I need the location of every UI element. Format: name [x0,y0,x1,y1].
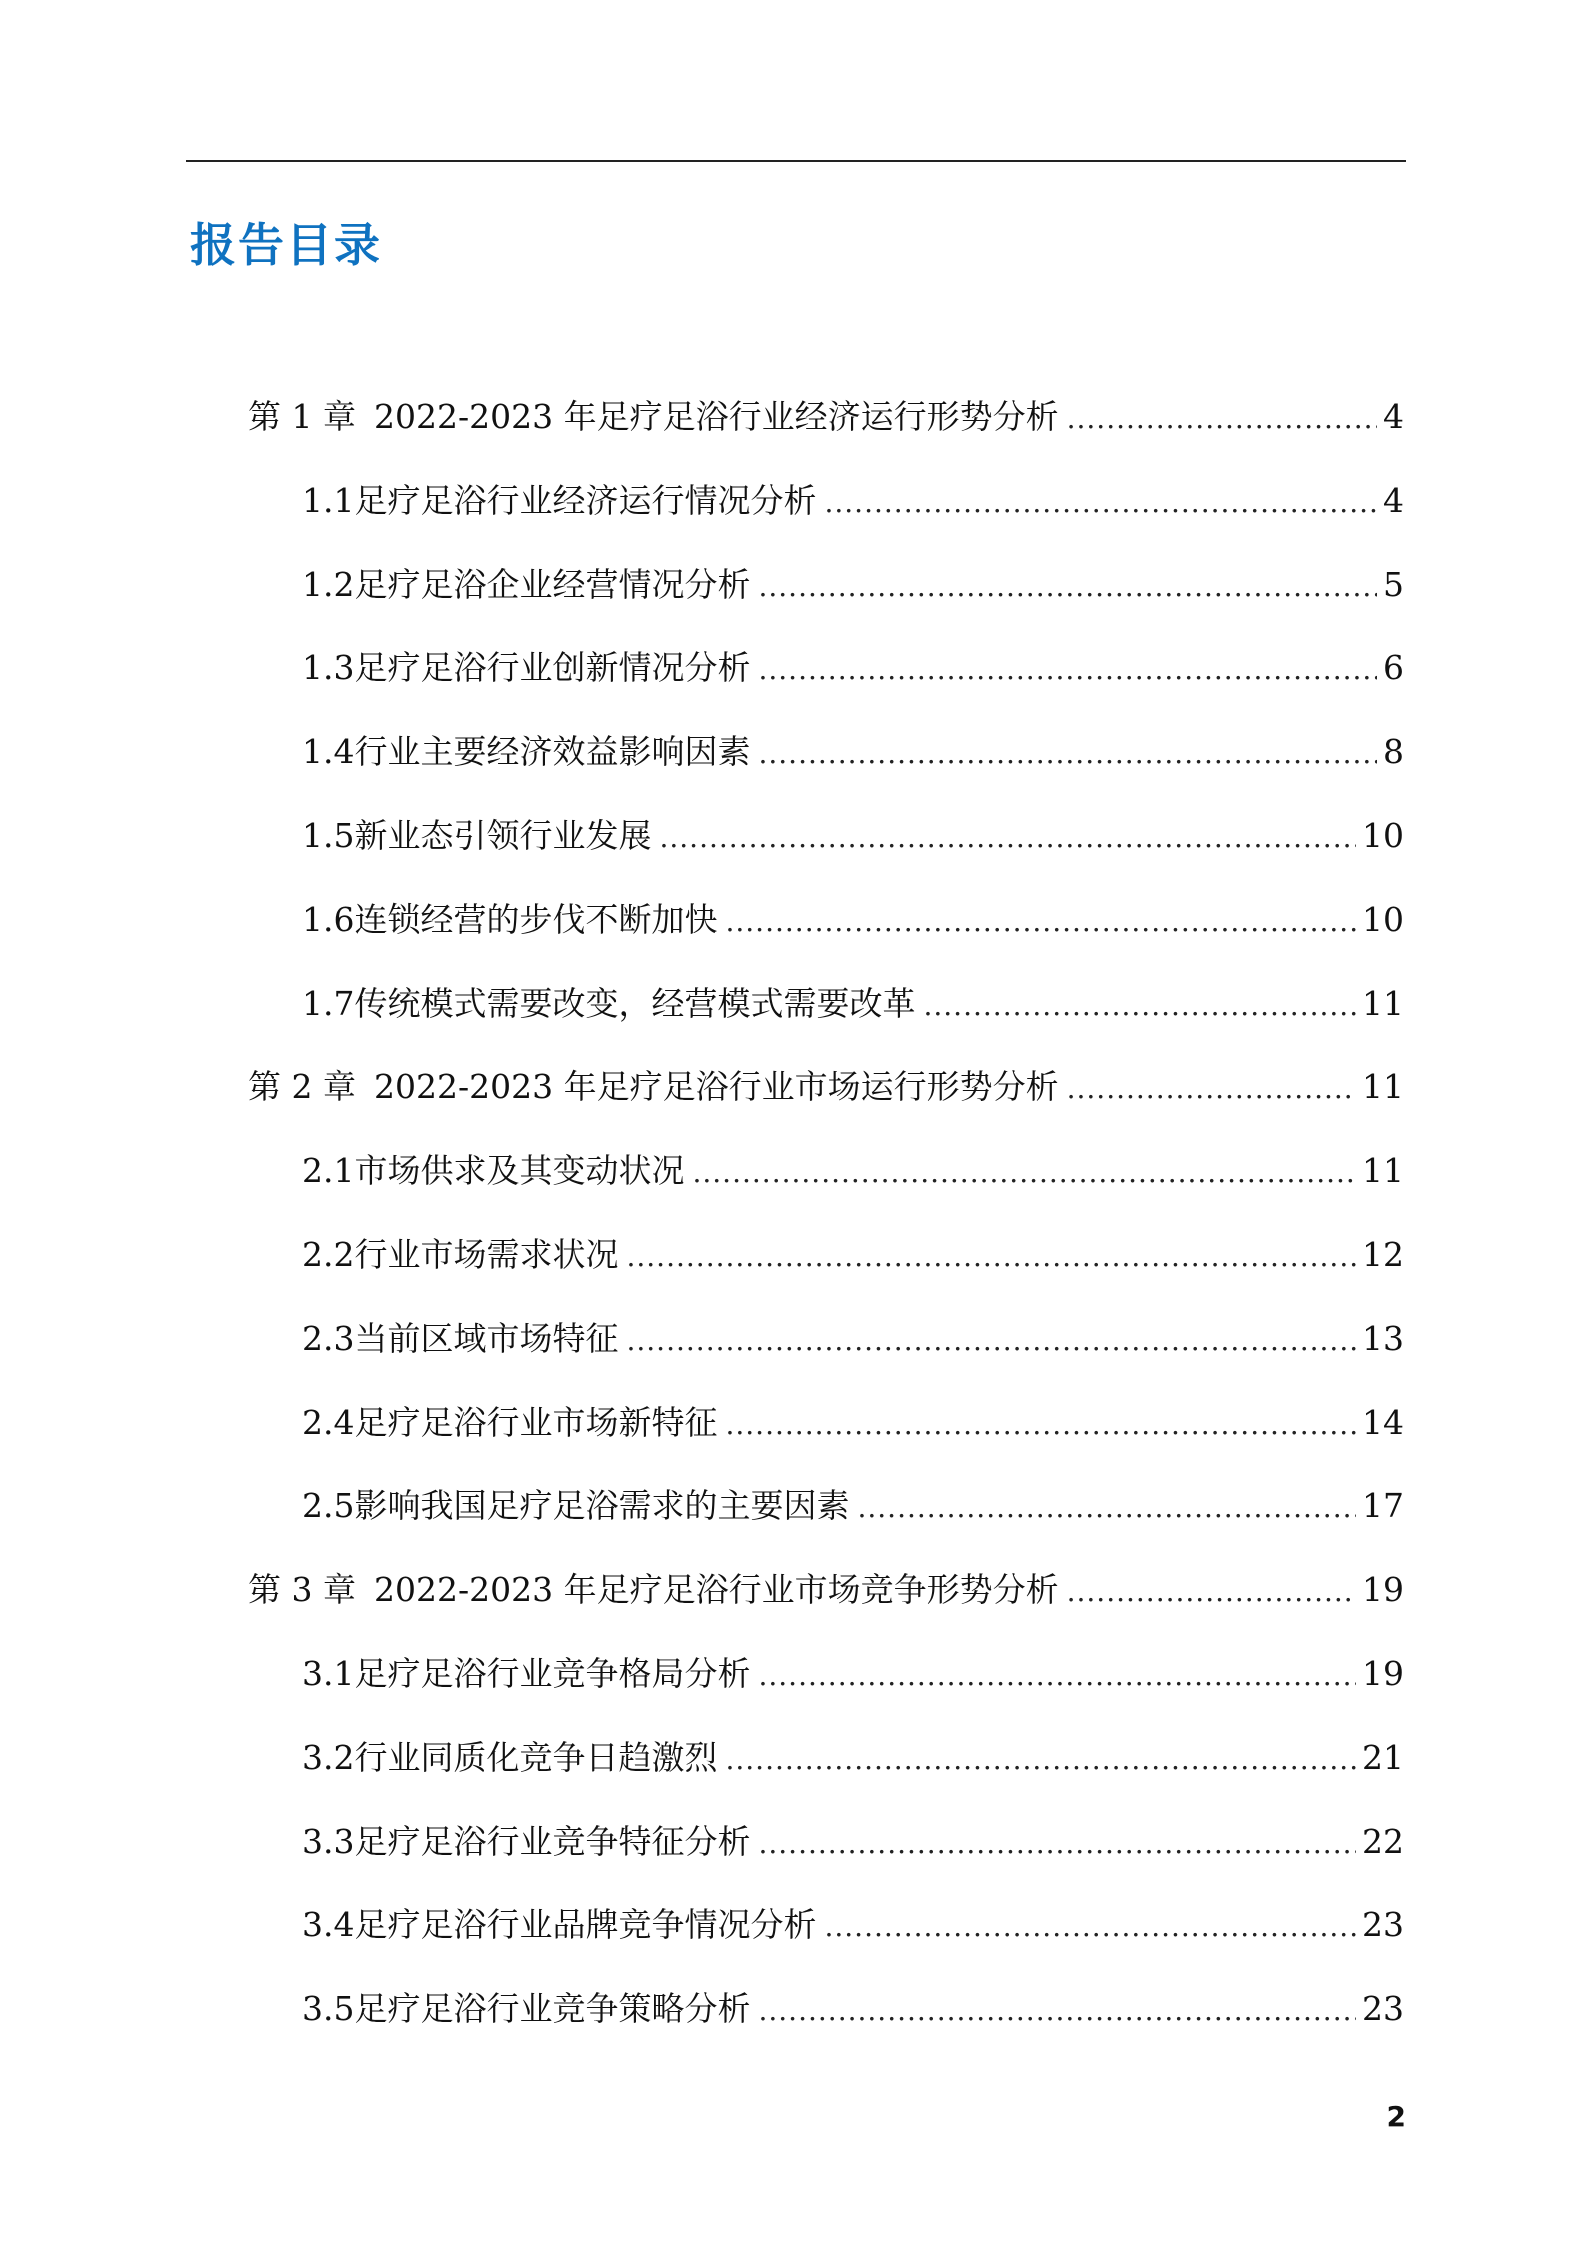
toc-entry-number: 1.6 [302,899,355,939]
toc-entry-page: 19 [1362,1570,1404,1610]
toc-section-entry[interactable] [302,1149,1404,1195]
toc-section-entry[interactable] [302,646,1404,692]
toc-entry-number: 3.4 [302,1905,355,1945]
toc-entry-page: 17 [1362,1486,1404,1526]
toc-entry-page: 11 [1362,1067,1404,1107]
toc-section-entry[interactable] [302,898,1404,944]
toc-section-entry[interactable] [302,479,1404,525]
toc-entry-title: 足疗足浴行业创新情况分析 [354,648,751,688]
toc-entry-number: 第 3 章 [248,1570,356,1610]
toc-entry-page: 11 [1362,1151,1404,1191]
toc-chapter-entry[interactable] [248,395,1404,441]
toc-dot-leader [857,1484,1356,1530]
toc-dot-leader [824,1903,1356,1949]
toc-section-entry[interactable] [302,1484,1404,1530]
toc-entry-title: 行业同质化竞争日趋激烈 [354,1737,718,1777]
toc-entry-title: 足疗足浴行业竞争格局分析 [354,1654,751,1693]
toc-entry-page: 10 [1362,899,1404,939]
toc-entry-number: 2.5 [302,1486,355,1526]
toc-section-entry[interactable] [302,1820,1404,1866]
toc-entry-title: 足疗足浴行业竞争特征分析 [354,1821,751,1861]
toc-chapter-entry[interactable] [248,1065,1404,1111]
toc-entry-title: 足疗足浴行业经济运行情况分析 [354,480,817,520]
toc-entry-title: 行业主要经济效益影响因素 [354,732,751,772]
toc-dot-leader [659,814,1356,860]
toc-dot-leader [1067,395,1377,441]
toc-dot-leader [626,1233,1356,1279]
toc-dot-leader [1067,1065,1356,1111]
page-number: 2 [1386,2100,1406,2133]
toc-chapter-entry[interactable] [248,1568,1404,1614]
toc-entry-page: 13 [1362,1318,1404,1358]
toc-entry-page: 6 [1383,648,1404,688]
toc-section-entry[interactable] [302,1317,1404,1363]
toc-entry-title: 连锁经营的步伐不断加快 [354,899,718,939]
header-rule [186,160,1406,162]
toc-section-entry[interactable] [302,1736,1404,1782]
toc-dot-leader [1067,1568,1356,1614]
toc-entry-title: 行业市场需求状况 [354,1235,619,1274]
toc-section-entry[interactable] [302,1233,1404,1279]
toc-section-entry[interactable] [302,1903,1404,1949]
toc-entry-page: 14 [1362,1402,1404,1442]
toc-entry-number: 2.4 [302,1402,355,1442]
toc-entry-page: 8 [1383,732,1404,772]
toc-entry-number: 1.4 [302,732,355,772]
toc-dot-leader [758,1652,1356,1698]
toc-section-entry[interactable] [302,1987,1404,2033]
toc-entry-page: 4 [1383,397,1404,436]
toc-entry-title: 足疗足浴行业竞争策略分析 [354,1989,751,2029]
toc-entry-title: 当前区域市场特征 [354,1318,619,1358]
toc-section-entry[interactable] [302,563,1404,609]
toc-section-entry[interactable] [302,982,1404,1028]
toc-entry-number: 1.5 [302,816,355,855]
toc-dot-leader [758,646,1377,692]
toc-entry-title: 足疗足浴企业经营情况分析 [354,564,751,604]
toc-dot-leader [758,563,1377,609]
toc-section-entry[interactable] [302,730,1404,776]
toc-entry-title: 市场供求及其变动状况 [354,1151,685,1191]
toc-dot-leader [758,730,1377,776]
toc-entry-page: 12 [1362,1235,1404,1274]
toc-entry-number: 2.1 [302,1151,355,1191]
toc-entry-page: 11 [1362,983,1404,1023]
toc-dot-leader [626,1317,1356,1363]
toc-entry-page: 23 [1362,1905,1404,1945]
toc-section-entry[interactable] [302,1401,1404,1447]
toc-dot-leader [758,1987,1356,2033]
toc-entry-number: 1.1 [302,480,355,520]
toc-dot-leader [725,1401,1356,1447]
toc-entry-title: 足疗足浴行业市场新特征 [354,1402,718,1442]
toc-dot-leader [758,1820,1356,1866]
toc-entry-page: 5 [1383,564,1404,604]
toc-entry-number: 3.5 [302,1989,355,2029]
toc-entry-page: 23 [1362,1989,1404,2029]
toc-entry-title: 2022-2023 年足疗足浴行业市场运行形势分析 [373,1067,1059,1107]
toc-entry-title: 传统模式需要改变，经营模式需要改革 [354,983,916,1023]
toc-entry-number: 第 1 章 [248,397,356,436]
toc-entry-title: 2022-2023 年足疗足浴行业经济运行形势分析 [373,397,1059,436]
toc-entry-number: 1.2 [302,564,355,604]
toc-entry-number: 1.3 [302,648,355,688]
toc-dot-leader [725,898,1356,944]
toc-dot-leader [692,1149,1356,1195]
toc-entry-title: 新业态引领行业发展 [354,816,652,855]
toc-entry-number: 3.2 [302,1737,355,1777]
toc-entry-number: 3.1 [302,1654,355,1693]
toc-entry-title: 2022-2023 年足疗足浴行业市场竞争形势分析 [373,1570,1059,1610]
toc-entry-page: 19 [1362,1654,1404,1693]
toc-entry-page: 10 [1362,816,1404,855]
toc-dot-leader [725,1736,1356,1782]
toc-entry-number: 1.7 [302,983,355,1023]
toc-entry-number: 2.3 [302,1318,355,1358]
toc-dot-leader [923,982,1356,1028]
toc-entry-page: 21 [1362,1737,1404,1777]
toc-entry-page: 22 [1362,1821,1404,1861]
page-title: 报告目录 [190,218,382,272]
toc-entry-number: 3.3 [302,1821,355,1861]
toc-section-entry[interactable] [302,814,1404,860]
toc-dot-leader [824,479,1377,525]
toc-entry-number: 第 2 章 [248,1067,356,1107]
toc-entry-title: 影响我国足疗足浴需求的主要因素 [354,1486,850,1526]
toc-entry-title: 足疗足浴行业品牌竞争情况分析 [354,1905,817,1945]
toc-entry-number: 2.2 [302,1235,355,1274]
toc-section-entry[interactable] [302,1652,1404,1698]
toc-entry-page: 4 [1383,480,1404,520]
